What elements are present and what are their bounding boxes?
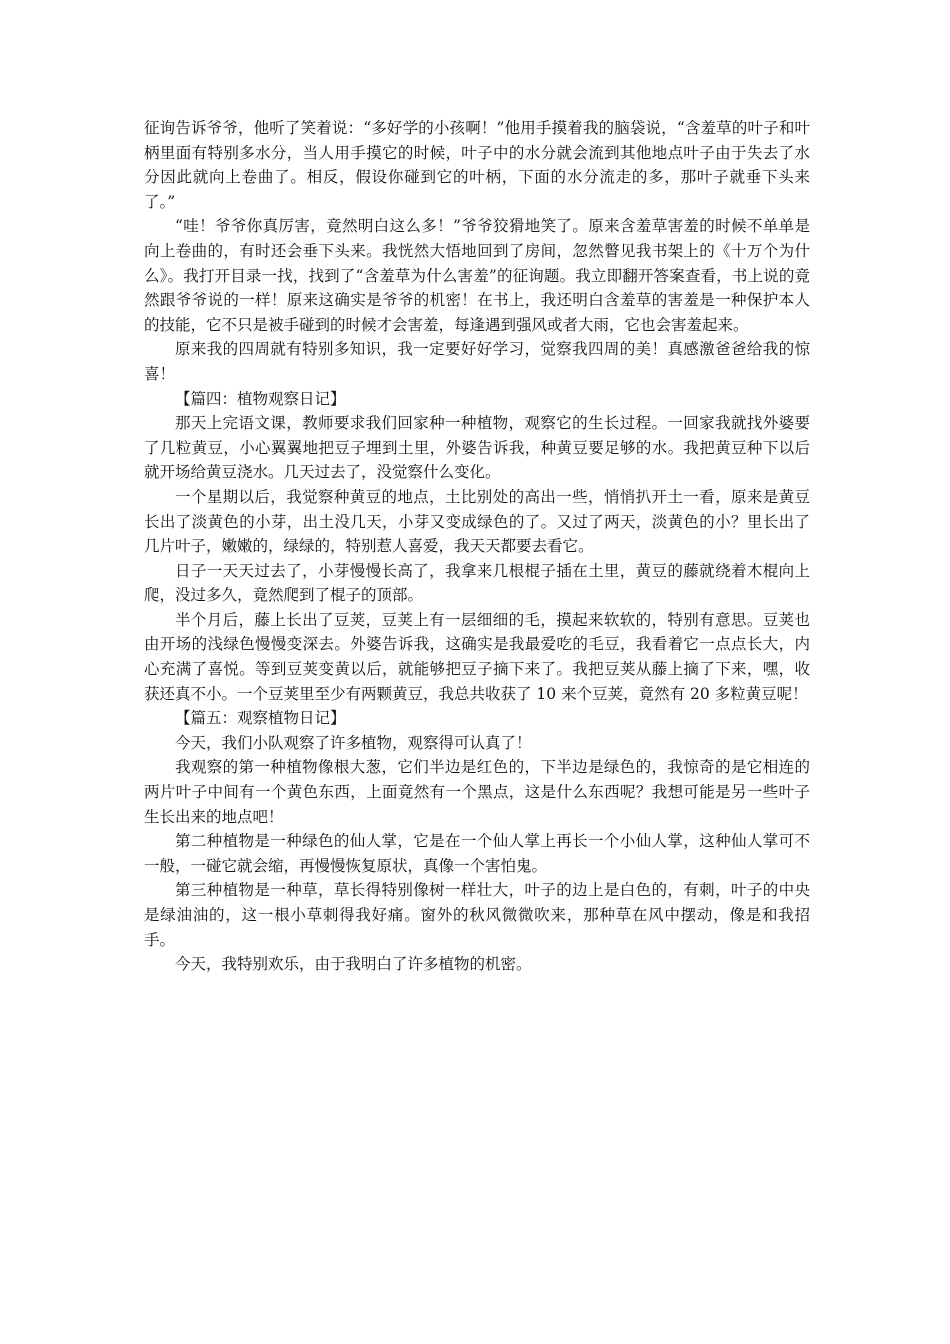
paragraph: 半个月后，藤上长出了豆荚，豆荚上有一层细细的毛，摸起来软软的，特别有意思。豆荚也由开场的浅绿色慢慢变深去。外婆告诉我，这确实是我最爱吃的毛豆，我看着它一点点长大，内心充满了喜悦。等到豆荚变黄以后，就能够把豆子摘下来了。我把豆荚从藤上摘了下来，嘿，收获还真不小。一个豆荚里至少有两颗黄豆，我总共收获了 10 来个豆荚，竟然有 20 多粒黄豆呢！: [144, 610, 810, 703]
paragraph: 第二种植物是一种绿色的仙人掌，它是在一个仙人掌上再长一个小仙人掌，这种仙人掌可不一般，一碰它就会缩，再慢慢恢复原状，真像一个害怕鬼。: [144, 832, 810, 875]
paragraph: 那天上完语文课，教师要求我们回家种一种植物，观察它的生长过程。一回家我就找外婆要了几粒黄豆，小心翼翼地把豆子埋到土里，外婆告诉我，种黄豆要足够的水。我把黄豆种下以后就开场给黄豆浇水。几天过去了，没觉察什么变化。: [144, 414, 810, 482]
paragraph: 今天，我特别欢乐，由于我明白了许多植物的机密。: [175, 955, 532, 974]
paragraph: 原来我的四周就有特别多知识，我一定要好好学习，觉察我四周的美！真感激爸爸给我的惊喜！: [144, 340, 810, 383]
paragraph: 一个星期以后，我觉察种黄豆的地点，土比别处的高出一些，悄悄扒开土一看，原来是黄豆长出了淡黄色的小芽，出土没几天，小芽又变成绿色的了。又过了两天，淡黄色的小？里长出了几片叶子，嫩嫩的，绿绿的，特别惹人喜爱，我天天都要去看它。: [144, 487, 810, 556]
section-heading: 【篇四：植物观察日记】: [175, 389, 346, 408]
paragraph: “哇！爷爷你真厉害，竟然明白这么多！”爷爷狡猾地笑了。原来含羞草害羞的时候不单单是向上卷曲的，有时还会垂下头来。我恍然大悟地回到了房间，忽然瞥见我书架上的《十万个为什么》。我打开目录一找，找到了“含羞草为什么害羞”的征询题。我立即翻开答案查看，书上说的竟然跟爷爷说的一样！原来这确实是爷爷的机密！在书上，我还明白含羞草的害羞是一种保护本人的技能，它不只是被手碰到的时候才会害羞，每逢遇到强风或者大雨，它也会害羞起来。: [144, 217, 810, 334]
paragraph: 第三种植物是一种草，草长得特别像树一样壮大，叶子的边上是白色的，有刺，叶子的中央是绿油油的，这一根小草刺得我好痛。窗外的秋风微微吹来，那种草在风中摆动，像是和我招手。: [144, 881, 810, 949]
document-body: [144, 116, 810, 977]
paragraph: 今天，我们小队观察了许多植物，观察得可认真了！: [175, 733, 532, 752]
paragraph: 我观察的第一种植物像根大葱，它们半边是红色的，下半边是绿色的，我惊奇的是它相连的两片叶子中间有一个黄色东西，上面竟然有一个黑点，这是什么东西呢？我想可能是另一些叶子生长出来的地点吧！: [144, 758, 810, 826]
section-heading: 【篇五：观察植物日记】: [175, 709, 346, 728]
paragraph: 日子一天天过去了，小芽慢慢长高了，我拿来几根棍子插在土里，黄豆的藤就绕着木棍向上爬，没过多久，竟然爬到了棍子的顶部。: [144, 561, 810, 605]
paragraph: 征询告诉爷爷，他听了笑着说：“多好学的小孩啊！”他用手摸着我的脑袋说，“含羞草的叶子和叶柄里面有特别多水分，当人用手摸它的时候，叶子中的水分就会流到其他地点叶子由于失去了水分因此就向上卷曲了。相反，假设你碰到它的叶柄，下面的水分流走的多，那叶子就垂下头来了。”: [144, 119, 810, 211]
